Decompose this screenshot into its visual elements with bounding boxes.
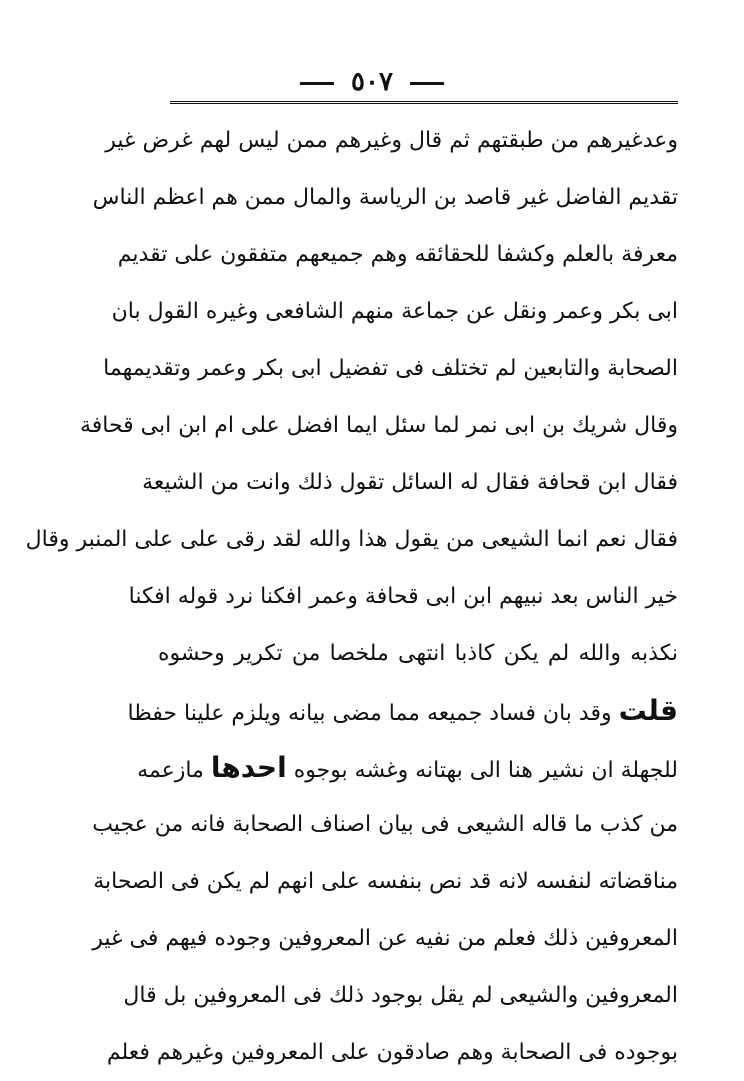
header-dash-left: [410, 82, 444, 85]
text-line: الصحابة والتابعين لم تختلف فى تفضيل ابى بكر وعمر وتقديمهما: [103, 356, 678, 381]
text-line: من كذب ما قاله الشيعى فى بيان اصناف الصحابة فانه من عجيب: [92, 812, 678, 837]
ahaduha-before: للجهلة ان نشير هنا الى بهتانه وغشه بوجوه: [286, 758, 678, 783]
text-line: خير الناس بعد نبيهم ابن ابى قحافة وعمر افكنا نرد قوله افكنا: [128, 584, 678, 609]
text-line: المعروفين والشيعى لم يقل بوجود ذلك فى المعروفين بل قال: [123, 983, 678, 1008]
text-line-qult: [127, 682, 678, 739]
text-line: معرفة بالعلم وكشفا للحقائقه وهم جميعهم متفقون على تقديم: [117, 242, 678, 267]
qult-heading: قلت: [618, 694, 678, 727]
ahaduha-after: مازعمه: [137, 758, 211, 783]
text-line: نكذبه والله لم يكن كاذبا انتهى ملخصا من تكرير وحشوه: [158, 641, 678, 666]
text-line: فقال ابن قحافة فقال له السائل تقول ذلك وانت من الشيعة: [142, 470, 678, 495]
text-line: وقال شريك بن ابى نمر لما سئل ايما افضل على ام ابن ابى قحافة: [79, 413, 678, 438]
header-rule: [170, 101, 678, 104]
page-number: ٥٠٧: [351, 67, 393, 97]
header-dash-right: [300, 82, 334, 85]
ahaduha-heading: احدها: [210, 751, 287, 784]
text-line: تقديم الفاضل غير قاصد بن الرياسة والمال ممن هم اعظم الناس: [92, 185, 678, 210]
text-line: فقال نعم انما الشيعى من يقول هذا والله لقد رقى على على المنبر وقال: [25, 527, 678, 552]
text-line: المعروفين ذلك فعلم من نفيه عن المعروفين وجوده فيهم فى غير: [92, 926, 678, 951]
text-line: مناقضاته لنفسه لانه قد نص بنفسه على انهم لم يكن فى الصحابة: [93, 869, 678, 894]
qult-rest: وقد بان فساد جميعه مما مضى بيانه ويلزم علينا حفظا: [127, 701, 619, 726]
text-line: ابى بكر وعمر ونقل عن جماعة منهم الشافعى وغيره القول بان: [111, 299, 678, 324]
page-header: [0, 62, 744, 102]
text-line-ahaduha: [137, 739, 678, 796]
body-text: [25, 112, 678, 1081]
text-line: وعدغيرهم من طبقتهم ثم قال وغيرهم ممن ليس لهم غرض غير: [105, 128, 678, 153]
text-line: بوجوده فى الصحابة وهم صادقون على المعروفين وغيرهم فعلم: [106, 1040, 678, 1065]
